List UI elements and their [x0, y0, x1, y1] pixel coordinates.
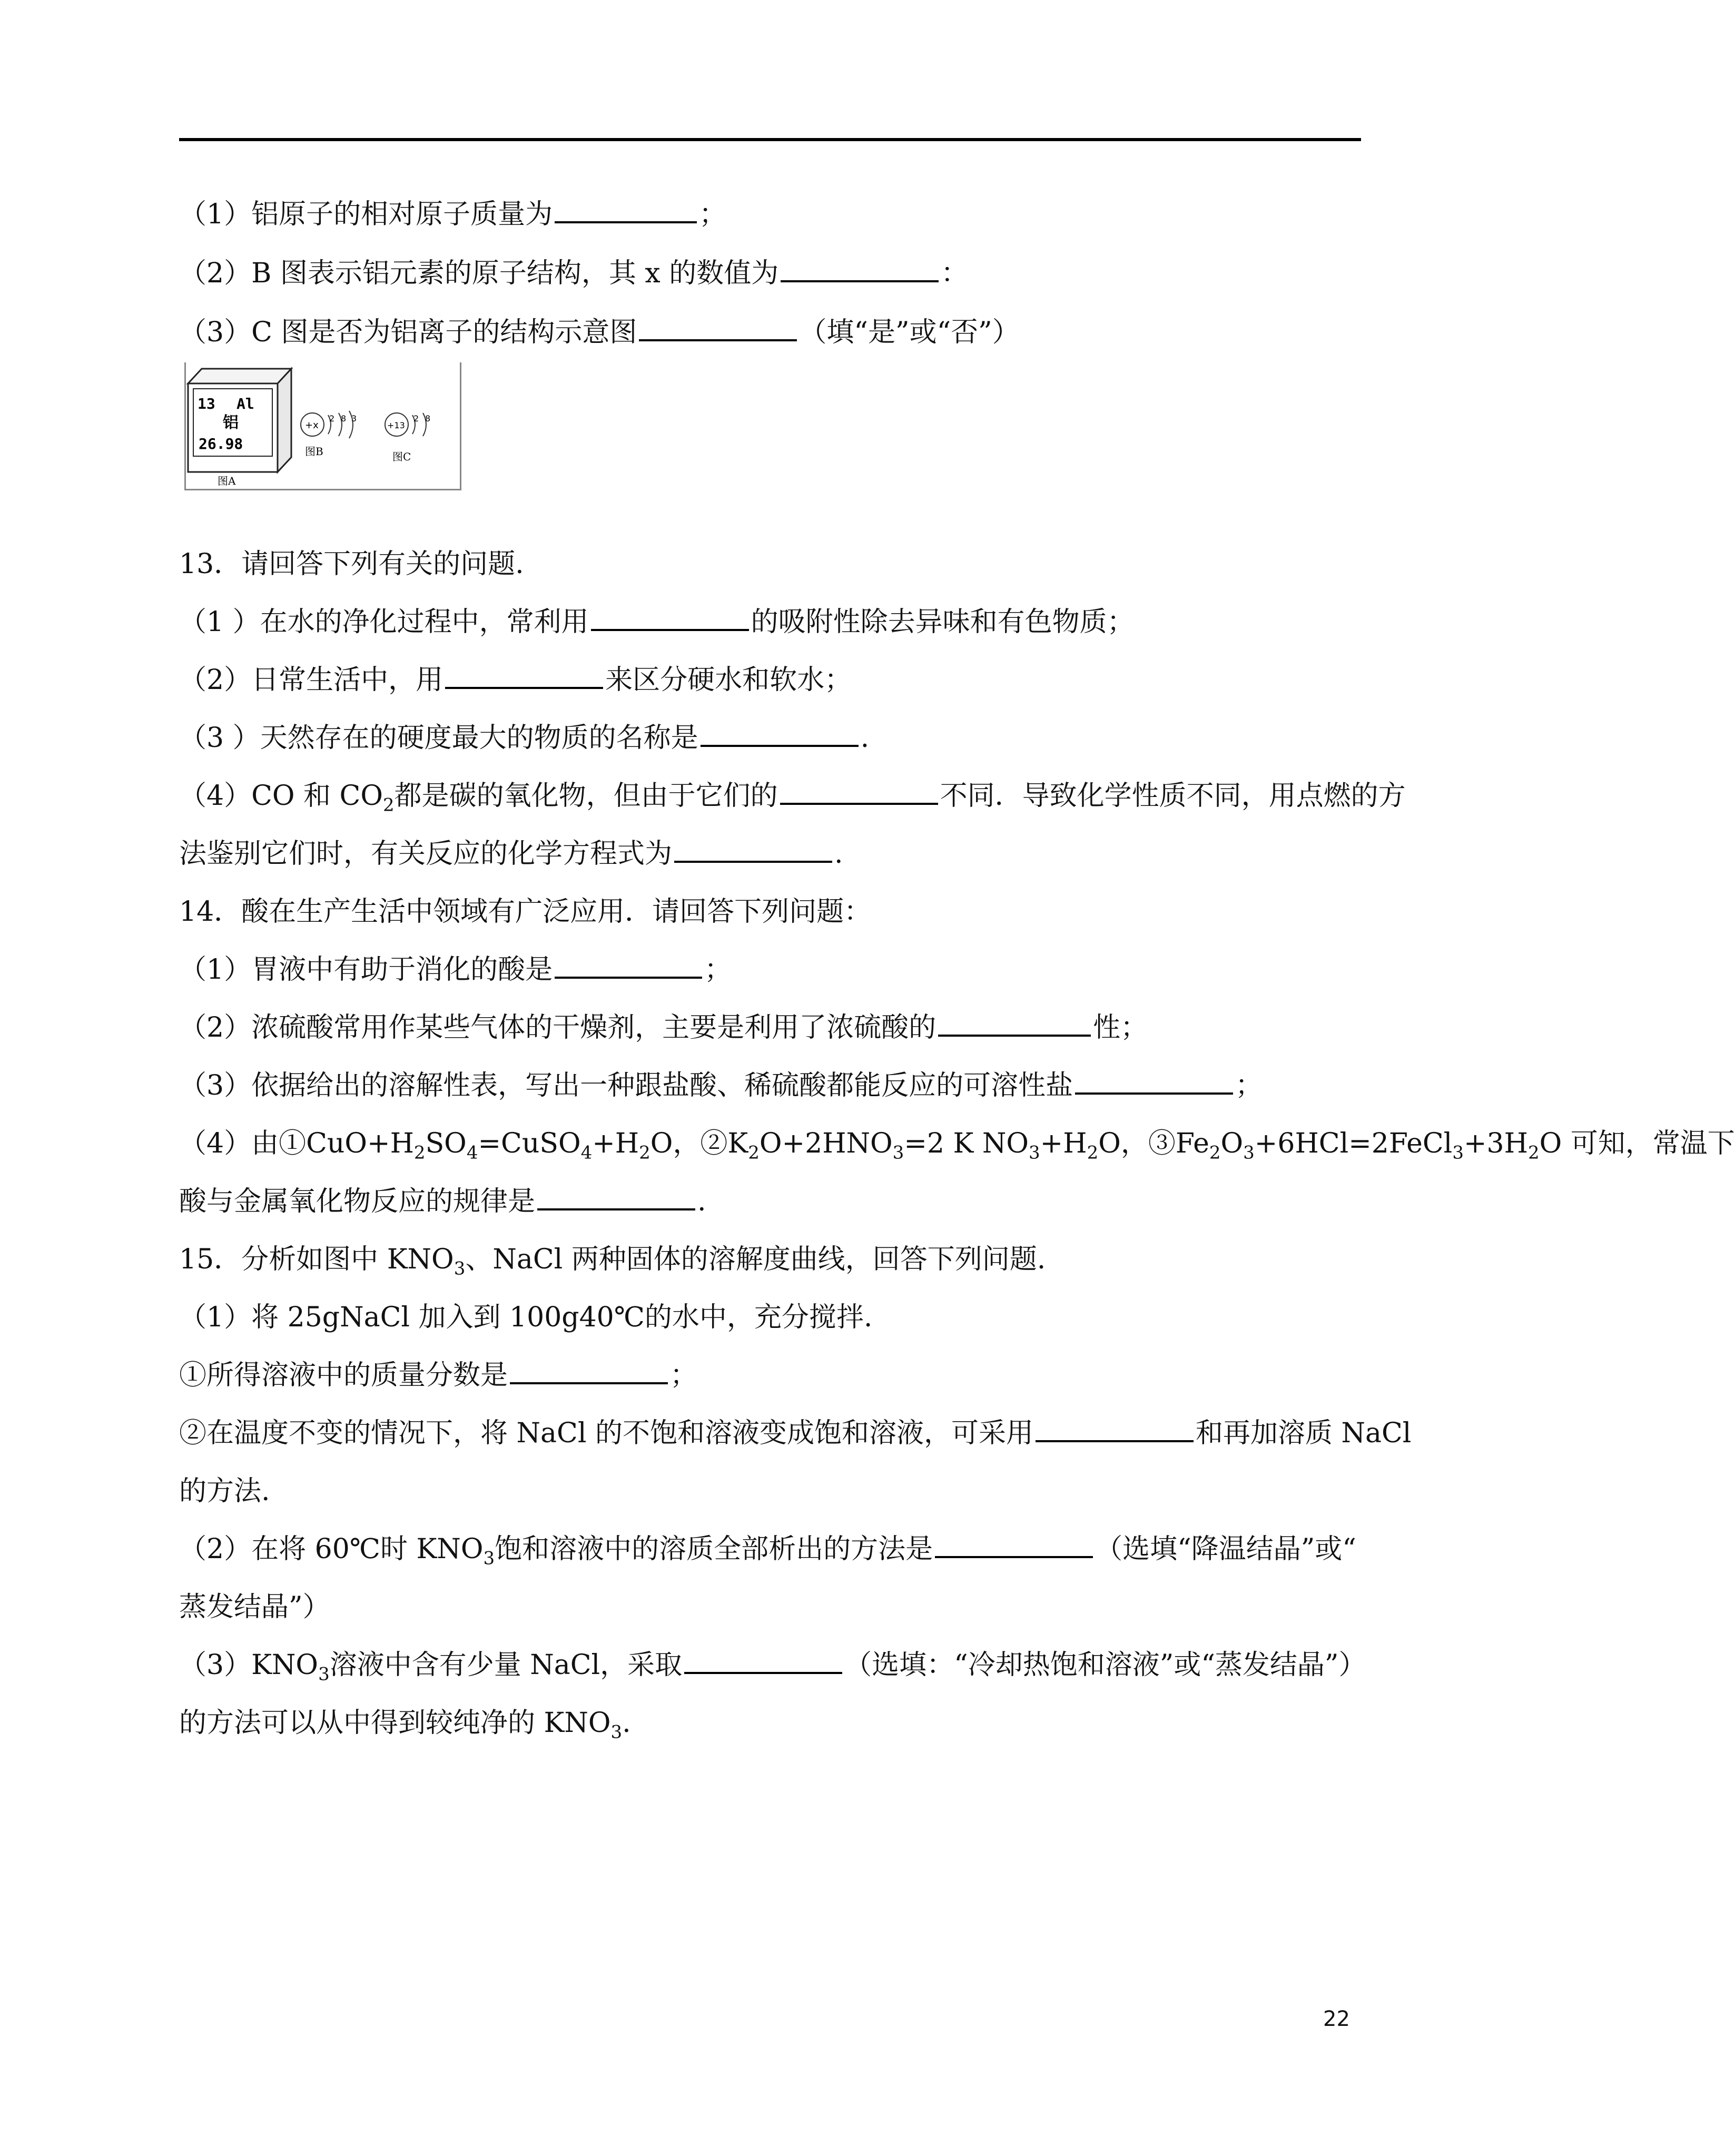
- q14-part2: [179, 1009, 1148, 1046]
- q13-part2-text: （2）日常生活中，用: [179, 664, 443, 696]
- q13-part3-end: .: [860, 722, 870, 754]
- q13-part1: [179, 604, 1135, 641]
- q14-part4-text: +H: [1040, 1128, 1087, 1159]
- q15-part3-text2: 溶液中含有少量 NaCl，采取: [329, 1649, 683, 1681]
- q15-title-text: 15．分析如图中 KNO: [179, 1244, 454, 1275]
- q13-part4-cont: [179, 835, 843, 872]
- answer-blank[interactable]: [445, 663, 603, 689]
- q14-part4-text: =2 K NO: [904, 1128, 1029, 1159]
- q15-part1a-text: ①所得溶液中的质量分数是: [179, 1360, 508, 1391]
- subscript: 3: [318, 1663, 330, 1685]
- q12-part1-text: （1）铝原子的相对原子质量为: [179, 199, 553, 230]
- nucleus-b-charge: +x: [305, 420, 319, 431]
- q14-part4-text: +3H: [1463, 1128, 1528, 1159]
- shell-count: 8: [425, 414, 431, 424]
- subscript: 2: [1527, 1142, 1540, 1164]
- q15-part1b-text: ②在温度不变的情况下，将 NaCl 的不饱和溶液变成饱和溶液，可采用: [179, 1417, 1033, 1449]
- q15-part1b-text2: 和再加溶质 NaCl: [1195, 1417, 1412, 1449]
- aluminum-structure-figure: [184, 362, 461, 490]
- answer-blank[interactable]: [555, 197, 697, 223]
- subscript: 3: [1029, 1142, 1040, 1164]
- q15-part1b-cont: 的方法.: [179, 1475, 270, 1507]
- q13-title: 13．请回答下列有关的问题.: [179, 548, 524, 580]
- shell-count: 2: [413, 414, 419, 424]
- answer-blank[interactable]: [780, 779, 938, 805]
- q14-part4-text: O+2HNO: [759, 1128, 893, 1159]
- q12-part2-text: （2）B 图表示铝元素的原子结构，其 x 的数值为: [179, 258, 779, 289]
- q14-title: 14．酸在生产生活中领域有广泛应用．请回答下列问题：: [179, 896, 872, 928]
- answer-blank[interactable]: [935, 1532, 1093, 1558]
- q15-title-text2: 、NaCl 两种固体的溶解度曲线，回答下列问题.: [465, 1244, 1046, 1275]
- q15-part1a-end: ；: [670, 1360, 698, 1391]
- q14-part4-text: O: [1220, 1128, 1244, 1159]
- q14-part3-end: ；: [1235, 1070, 1263, 1101]
- q13-part3: [179, 720, 869, 756]
- subscript: 4: [580, 1142, 593, 1164]
- subscript: 2: [639, 1142, 650, 1164]
- subscript: 3: [454, 1258, 466, 1279]
- box-top: [188, 369, 291, 383]
- q14-part3: [179, 1067, 1263, 1104]
- q13-part4-end: .: [834, 838, 843, 870]
- q14-part4: [179, 1125, 1735, 1162]
- q13-part1-text: （1 ）在水的净化过程中，常利用: [179, 606, 589, 638]
- header-rule: [179, 138, 1361, 141]
- q15-part3-cont: [179, 1705, 631, 1741]
- q13-part4-text: （4）CO 和 CO: [179, 780, 383, 812]
- answer-blank[interactable]: [701, 721, 859, 747]
- q14-part4-text: +6HCl=2FeCl: [1254, 1128, 1453, 1159]
- q13-part4-text3: 不同．导致化学性质不同，用点燃的方: [940, 780, 1406, 812]
- shell-count: 2: [329, 414, 335, 424]
- q12-part1: [179, 196, 726, 233]
- subscript: 2: [1209, 1142, 1221, 1164]
- q14-part4-text: O 可知，常温下: [1539, 1128, 1735, 1159]
- q14-part4-text: （4）由①CuO+H: [179, 1128, 414, 1159]
- subscript: 2: [1087, 1142, 1099, 1164]
- q15-title: [179, 1241, 1046, 1278]
- q15-part3-text: （3）KNO: [179, 1649, 319, 1681]
- q14-part4-text: O，②K: [650, 1128, 748, 1159]
- subscript: 3: [1452, 1142, 1464, 1164]
- q14-part3-text: （3）依据给出的溶解性表，写出一种跟盐酸、稀硫酸都能反应的可溶性盐: [179, 1070, 1073, 1101]
- answer-blank[interactable]: [1075, 1068, 1233, 1095]
- q15-part3-text4: 的方法可以从中得到较纯净的 KNO: [179, 1707, 611, 1739]
- q15-part3-end: .: [622, 1707, 631, 1739]
- q14-part5: [179, 1183, 706, 1220]
- element-name: 铝: [223, 414, 239, 432]
- subscript: 2: [748, 1142, 760, 1164]
- answer-blank[interactable]: [684, 1648, 842, 1674]
- figure-label-c: 图C: [392, 450, 411, 463]
- q13-part3-text: （3 ）天然存在的硬度最大的物质的名称是: [179, 722, 698, 754]
- subscript: 2: [413, 1142, 426, 1164]
- q13-part2: [179, 662, 852, 698]
- q12-part2: [179, 255, 968, 292]
- figure-label-a: 图A: [218, 475, 236, 487]
- q12-part3-end: （填“是”或“否”）: [799, 317, 1020, 348]
- q14-part1-end: ；: [704, 954, 732, 986]
- answer-blank[interactable]: [781, 256, 939, 282]
- shell-count: 8: [341, 414, 347, 424]
- q14-part4-text: SO: [425, 1128, 467, 1159]
- answer-blank[interactable]: [537, 1184, 695, 1210]
- subscript: 4: [466, 1142, 478, 1164]
- q14-part4-text: O，③Fe: [1098, 1128, 1209, 1159]
- answer-blank[interactable]: [938, 1010, 1091, 1037]
- answer-blank[interactable]: [591, 605, 749, 631]
- q15-part2-cont: 蒸发结晶”）: [179, 1591, 330, 1623]
- q14-part5-end: .: [697, 1186, 706, 1217]
- subscript: 3: [483, 1548, 495, 1569]
- element-symbol: Al: [236, 395, 254, 412]
- answer-blank[interactable]: [510, 1358, 668, 1384]
- q13-part4-text4: 法鉴别它们时，有关反应的化学方程式为: [179, 838, 673, 870]
- q15-part3-text3: （选填：“冷却热饱和溶液”或“蒸发结晶”）: [844, 1649, 1366, 1681]
- figure-label-b: 图B: [305, 445, 323, 458]
- q12-part2-end: ：: [941, 258, 969, 289]
- subscript: 3: [892, 1142, 904, 1164]
- q15-part1b: [179, 1415, 1411, 1452]
- q15-part1: （1）将 25gNaCl 加入到 100g40℃的水中，充分搅拌.: [179, 1302, 873, 1333]
- q15-part2-text3: （选填“降温结晶”或“: [1095, 1533, 1356, 1565]
- q14-part4-text: =CuSO: [478, 1128, 581, 1159]
- subscript: 2: [382, 794, 395, 816]
- answer-blank[interactable]: [555, 952, 702, 979]
- page-number: 22: [1323, 2007, 1350, 2031]
- q13-part1-end: 的吸附性除去异味和有色物质；: [751, 606, 1135, 638]
- q15-part2-text2: 饱和溶液中的溶质全部析出的方法是: [495, 1533, 933, 1565]
- atomic-number: 13: [198, 395, 215, 412]
- q12-part3: [179, 314, 1020, 351]
- q14-part1-text: （1）胃液中有助于消化的酸是: [179, 954, 553, 986]
- q13-part2-end: 来区分硬水和软水；: [605, 664, 852, 696]
- subscript: 3: [1243, 1142, 1255, 1164]
- nucleus-c-charge: +13: [387, 420, 405, 430]
- box-side: [278, 369, 291, 472]
- shell-count: 3: [351, 414, 357, 424]
- answer-blank[interactable]: [639, 315, 797, 341]
- q12-part1-end: ；: [699, 199, 727, 230]
- atomic-mass: 26.98: [199, 435, 243, 452]
- q14-part2-end: 性；: [1093, 1012, 1148, 1043]
- q14-part2-text: （2）浓硫酸常用作某些气体的干燥剂，主要是利用了浓硫酸的: [179, 1012, 936, 1043]
- answer-blank[interactable]: [674, 836, 832, 863]
- q15-part3: [179, 1647, 1366, 1684]
- q15-part2-text: （2）在将 60℃时 KNO: [179, 1533, 484, 1565]
- q14-part1: [179, 951, 732, 988]
- q13-part4: [179, 777, 1406, 814]
- subscript: 3: [610, 1721, 623, 1743]
- q12-part3-text: （3）C 图是否为铝离子的结构示意图: [179, 317, 637, 348]
- q15-part2: [179, 1531, 1356, 1568]
- q14-part4-text: +H: [592, 1128, 639, 1159]
- answer-blank[interactable]: [1036, 1416, 1194, 1442]
- q15-part1a: [179, 1357, 697, 1394]
- q13-part4-text2: 都是碳的氧化物，但由于它们的: [394, 780, 778, 812]
- q14-part5-text: 酸与金属氧化物反应的规律是: [179, 1186, 536, 1217]
- figure-svg: [186, 362, 460, 489]
